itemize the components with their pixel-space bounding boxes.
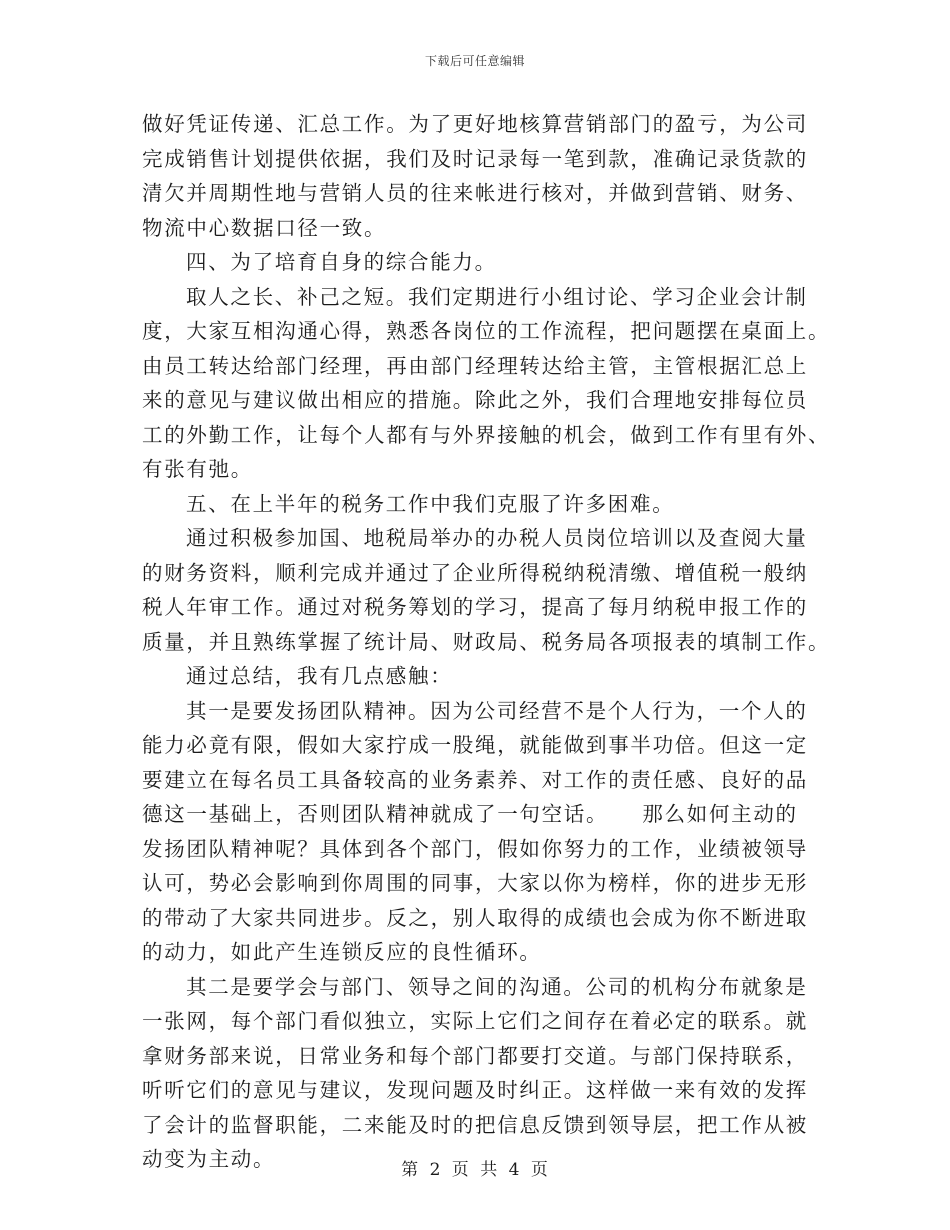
document-body <box>142 107 831 1177</box>
text-line: 物流中心数据口径一致。 <box>142 215 387 240</box>
text-line: 了会计的监督职能，二来能及时的把信息反馈到领导层，把工作从被 <box>142 1112 808 1137</box>
text-line: 的动力，如此产生连锁反应的良性循环。 <box>142 940 542 964</box>
text-line: 做好凭证传递、汇总工作。为了更好地核算营销部门的盈亏，为公司 <box>142 112 808 136</box>
page-header: 下载后可任意编辑 <box>424 54 525 68</box>
text-line: 其一是要发扬团队精神。因为公司经营不是个人行为，一个人的 <box>186 698 808 723</box>
text-line: 德这一基础上，否则团队精神就成了一句空话。 那么如何主动的 <box>142 802 798 826</box>
text-line: 有张有弛。 <box>142 457 253 481</box>
text-line: 拿财务部来说，日常业务和每个部门都要打交道。与部门保持联系， <box>142 1043 808 1068</box>
text-line: 通过积极参加国、地税局举办的办税人员岗位培训以及查阅大量 <box>186 526 808 550</box>
text-line: 通过总结，我有几点感触： <box>186 664 453 688</box>
text-line: 的带动了大家共同进步。反之，别人取得的成绩也会成为你不断进取 <box>142 905 808 930</box>
text-line: 听听它们的意见与建议，发现问题及时纠正。这样做一来有效的发挥 <box>142 1078 808 1102</box>
text-line: 由员工转达给部门经理，再由部门经理转达给主管，主管根据汇总上 <box>142 353 808 378</box>
text-line: 来的意见与建议做出相应的措施。除此之外，我们合理地安排每位员 <box>142 388 808 412</box>
text-line: 的财务资料，顺利完成并通过了企业所得税纳税清缴、增值税一般纳 <box>142 560 808 585</box>
text-line: 清欠并周期性地与营销人员的往来帐进行核对，并做到营销、财务、 <box>142 181 808 205</box>
text-line: 质量，并且熟练掌握了统计局、财政局、税务局各项报表的填制工作。 <box>142 629 831 654</box>
text-line: 发扬团队精神呢？具体到各个部门，假如你努力的工作，业绩被领导 <box>142 836 808 861</box>
page-footer: 第 2 页 共 4 页 <box>401 1160 549 1180</box>
text-line: 要建立在每名员工具备较高的业务素养、对工作的责任感、良好的品 <box>142 767 808 792</box>
text-line: 认可，势必会影响到你周围的同事，大家以你为榜样，你的进步无形 <box>142 871 808 895</box>
text-line: 取人之长、补己之短。我们定期进行小组讨论、学习企业会计制 <box>186 284 808 309</box>
text-line: 能力必竟有限，假如大家拧成一股绳，就能做到事半功倍。但这一定 <box>142 733 808 757</box>
text-line: 工的外勤工作，让每个人都有与外界接触的机会，做到工作有里有外、 <box>142 422 831 447</box>
text-line: 度，大家互相沟通心得，熟悉各岗位的工作流程，把问题摆在桌面上。 <box>142 319 831 343</box>
text-line: 其二是要学会与部门、领导之间的沟通。公司的机构分布就象是 <box>186 974 808 999</box>
text-line: 四、为了培育自身的综合能力。 <box>186 250 497 274</box>
text-line: 税人年审工作。通过对税务筹划的学习，提高了每月纳税申报工作的 <box>142 595 808 619</box>
text-line: 动变为主动。 <box>142 1147 276 1171</box>
text-line: 五、在上半年的税务工作中我们克服了许多困难。 <box>186 491 675 516</box>
text-line: 完成销售计划提供依据，我们及时记录每一笔到款，准确记录货款的 <box>142 146 808 171</box>
text-line: 一张网，每个部门看似独立，实际上它们之间存在着必定的联系。就 <box>142 1009 808 1033</box>
